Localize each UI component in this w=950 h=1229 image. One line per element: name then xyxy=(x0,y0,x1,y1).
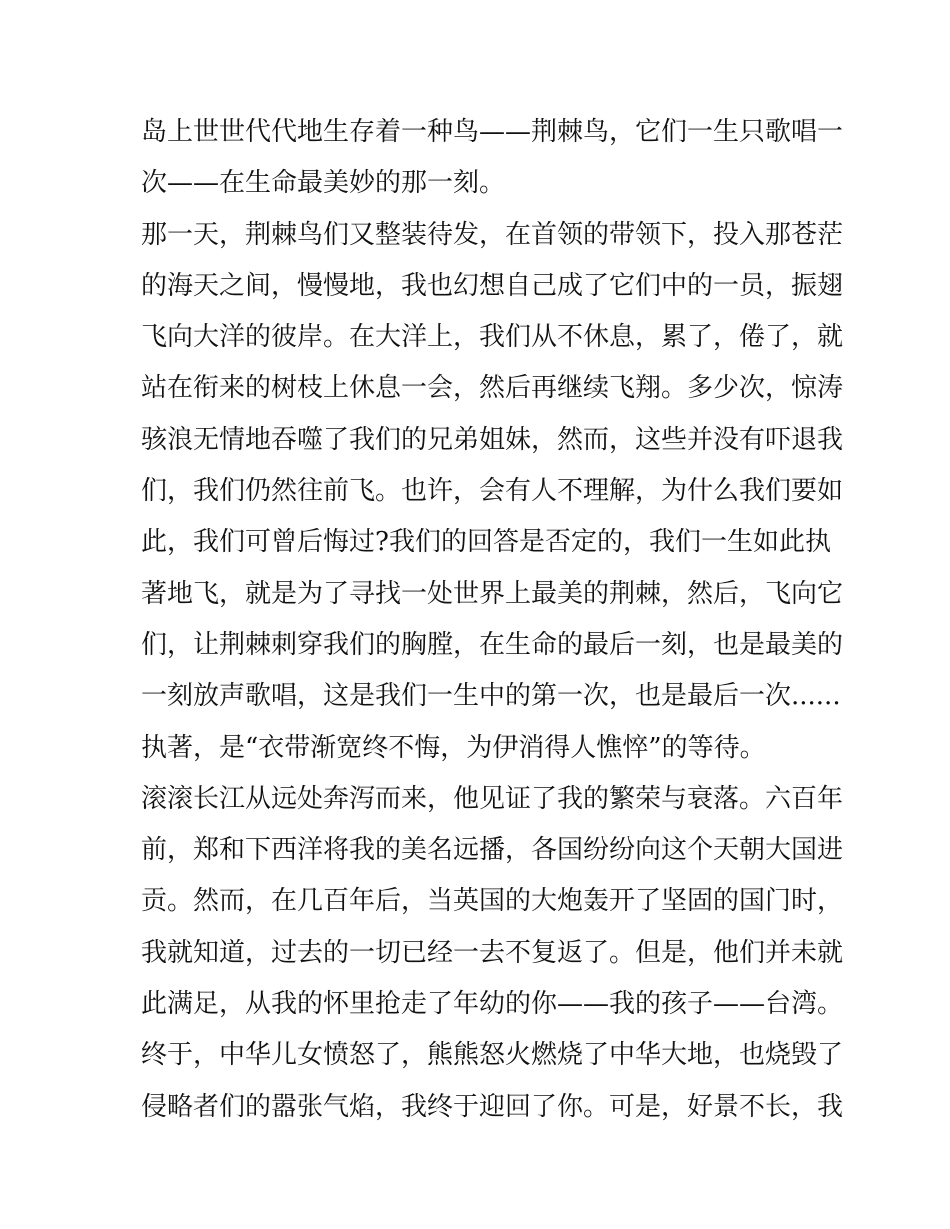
text-line: 终于，中华儿女愤怒了，熊熊怒火燃烧了中华大地，也烧毁了 xyxy=(141,1040,844,1071)
text-line: 此，我们可曾后悔过?我们的回答是否定的，我们一生如此执 xyxy=(141,527,831,558)
text-line: 滚滚长江从远处奔泻而来，他见证了我的繁荣与衰落。六百年 xyxy=(141,783,844,814)
text-line: 执著，是“衣带渐宽终不悔，为伊消得人憔悴”的等待。 xyxy=(141,732,766,763)
text-line: 们，我们仍然往前飞。也许，会有人不理解，为什么我们要如 xyxy=(141,476,844,507)
text-line: 前，郑和下西洋将我的美名远播，各国纷纷向这个天朝大国进 xyxy=(141,835,844,866)
text-line: 此满足，从我的怀里抢走了年幼的你——我的孩子——台湾。 xyxy=(141,989,844,1020)
text-line: 的海天之间，慢慢地，我也幻想自己成了它们中的一员，振翅 xyxy=(141,270,844,301)
text-line: 那一天，荆棘鸟们又整装待发，在首领的带领下，投入那苍茫 xyxy=(141,219,844,250)
text-line: 一刻放声歌唱，这是我们一生中的第一次，也是最后一次...... xyxy=(141,681,841,712)
text-line: 次——在生命最美妙的那一刻。 xyxy=(141,168,506,199)
text-line: 飞向大洋的彼岸。在大洋上，我们从不休息，累了，倦了，就 xyxy=(141,322,844,353)
text-line: 岛上世世代代地生存着一种鸟——荆棘鸟，它们一生只歌唱一 xyxy=(141,117,844,147)
text-line: 著地飞，就是为了寻找一处世界上最美的荆棘，然后，飞向它 xyxy=(141,578,844,609)
text-line: 站在衔来的树枝上休息一会，然后再继续飞翔。多少次，惊涛 xyxy=(141,373,844,404)
text-line: 们，让荆棘刺穿我们的胸膛，在生命的最后一刻，也是最美的 xyxy=(141,629,844,660)
text-line: 我就知道，过去的一切已经一去不复返了。但是，他们并未就 xyxy=(141,937,844,968)
text-line: 侵略者们的嚣张气焰，我终于迎回了你。可是，好景不长，我 xyxy=(141,1091,844,1122)
body-text xyxy=(141,107,844,1133)
text-line: 贡。然而，在几百年后，当英国的大炮轰开了坚固的国门时， xyxy=(141,886,844,917)
text-line: 骇浪无情地吞噬了我们的兄弟姐妹，然而，这些并没有吓退我 xyxy=(141,424,844,455)
